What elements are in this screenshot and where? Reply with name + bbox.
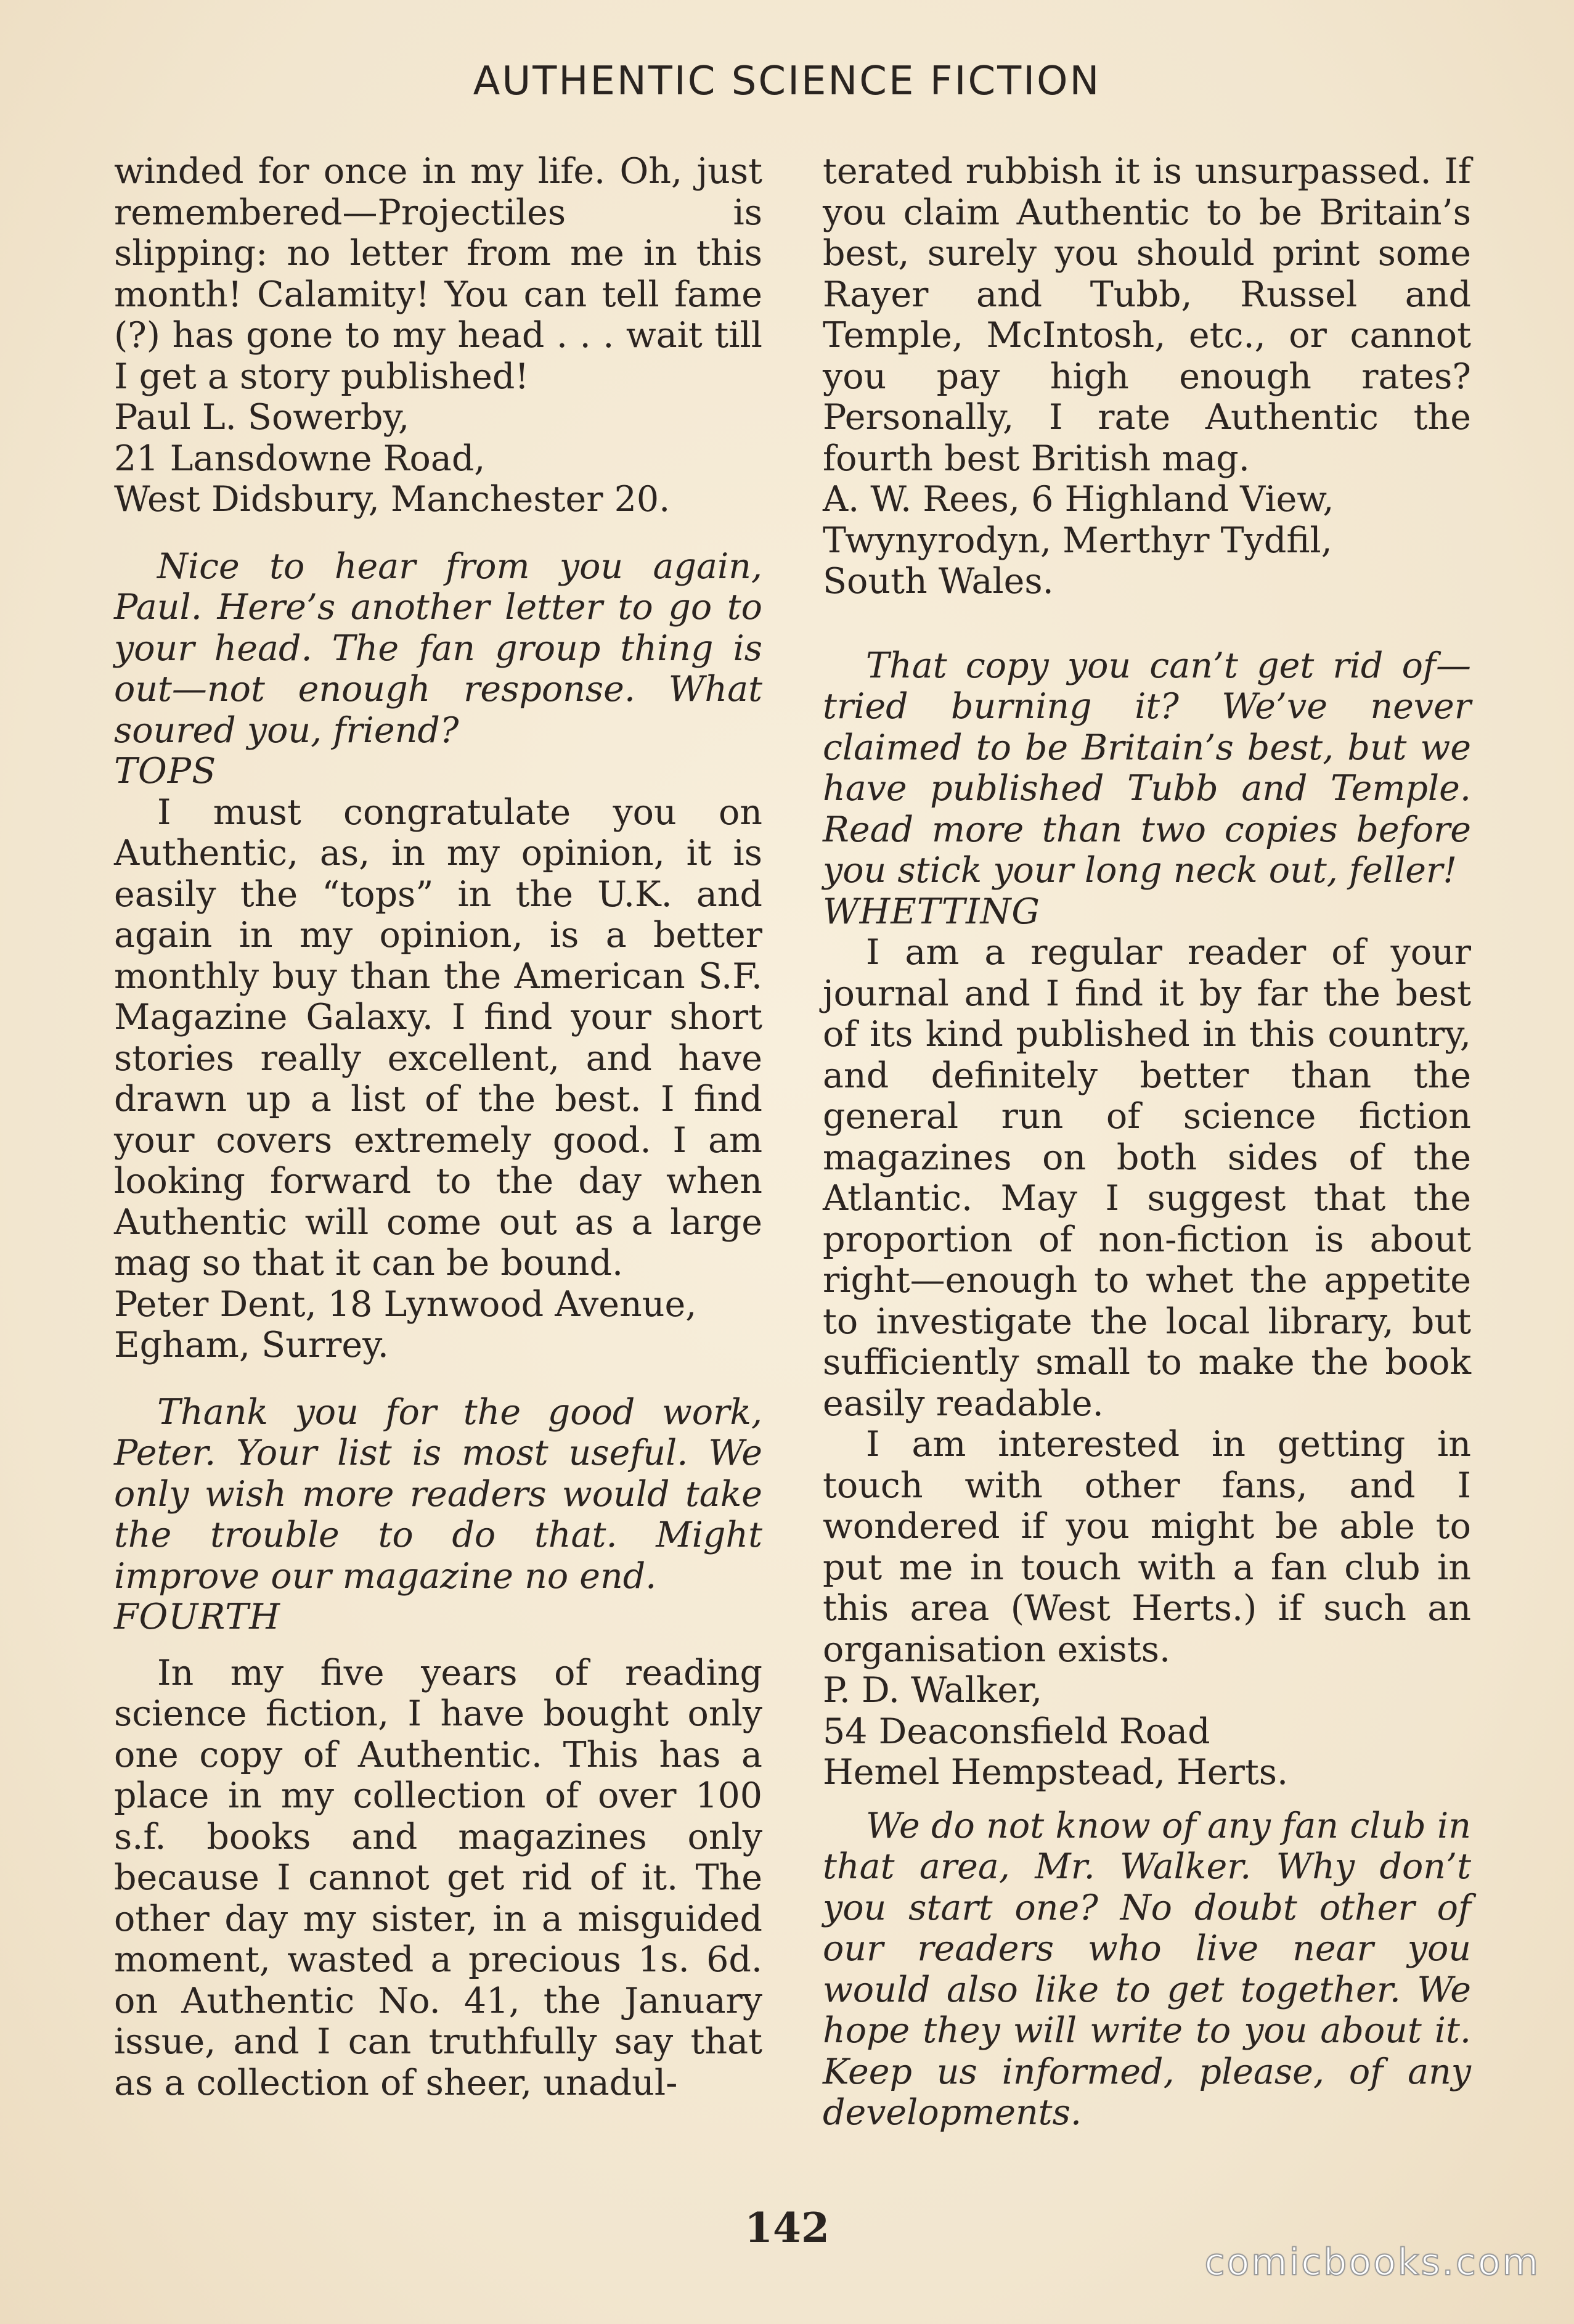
page-number: 142 — [744, 2204, 830, 2252]
editor-reply: We do not know of any fan club in that area, Mr. Walker. Why don’t you start one? No doubt other of our readers who live near you would also like to get together. We hope they will write to you about it. Keep us informed, please, of any developments. — [823, 1805, 1471, 2133]
signature-line: Hemel Hempstead, Herts. — [823, 1752, 1289, 1793]
letter-signature — [114, 1284, 762, 1366]
letter-signature — [114, 397, 762, 520]
signature-line: 21 Lansdowne Road, — [114, 438, 486, 479]
letter-body: winded for once in my life. Oh, just remembered—Projectiles is slipping: no letter from me in this month! Calamity! You can tell fame (?) has gone to my head . . . wait till I get a story published! — [114, 151, 762, 397]
editor-reply: Thank you for the good work, Peter. Your list is most useful. We only wish more readers would take the trouble to do that. Might improve our magazine no end. — [114, 1391, 762, 1597]
signature-line: Egham, Surrey. — [114, 1325, 389, 1365]
editor-reply: Nice to hear from you again, Paul. Here’s another letter to go to your head. The fan group thing is out—not enough response. What soured you, friend? — [114, 546, 762, 751]
letter-body: I am interested in getting in touch with other fans, and I wondered if you might be able to put me in touch with a fan club in this area (West Herts.) if such an organisation exists. — [823, 1424, 1471, 1670]
letter-body: I am a regular reader of your journal and I find it by far the best of its kind published in this country, and definitely better than the general run of science fiction magazines on both sides of the Atlantic. May I suggest that the proportion of non-fiction is about right—enough to whet the appetite to investigate the local library, but sufficiently small to make the book easily readable. — [823, 932, 1471, 1424]
watermark: comicbooks.com — [1204, 2241, 1540, 2284]
signature-line: Peter Dent, 18 Lynwood Avenue, — [114, 1283, 697, 1325]
letter-heading: TOPS — [114, 751, 217, 792]
signature-line: West Didsbury, Manchester 20. — [114, 479, 671, 520]
signature-line: A. W. Rees, 6 Highland View, — [823, 479, 1334, 520]
editor-reply: That copy you can’t get rid of—tried burning it? We’ve never claimed to be Britain’s best, but we have published Tubb and Temple. Read more than two copies before you stick your long neck out, feller! — [823, 645, 1471, 891]
letter-body: terated rubbish it is unsurpassed. If you claim Authentic to be Britain’s best, surely you should print some Rayer and Tubb, Russel and Temple, McIntosh, etc., or cannot you pay high enough rates? Personally, I rate Authentic the fourth best British mag. — [823, 151, 1471, 479]
right-column — [823, 151, 1471, 2134]
letter-fourth — [114, 1597, 762, 2103]
signature-line: South Wales. — [823, 561, 1054, 602]
letter-fourth-continued — [823, 151, 1471, 891]
letter-signature — [823, 1670, 1471, 1793]
left-column — [114, 151, 762, 2103]
letter-body: I must congratulate you on Authentic, as, in my opinion, it is easily the “tops” in the U.K. and again in my opinion, is a better monthly buy than the American S.F. Magazine Galaxy. I find your short stories really excellent, and have drawn up a list of the best. I find your covers extremely good. I am looking forward to the day when Authentic will come out as a large mag so that it can be bound. — [114, 792, 762, 1283]
signature-line: Twynyrodyn, Merthyr Tydfil, — [823, 520, 1332, 561]
letter-whetting — [823, 891, 1471, 2134]
signature-line: Paul L. Sowerby, — [114, 397, 410, 438]
letter-heading: FOURTH — [114, 1597, 280, 1637]
letter-continued — [114, 151, 762, 751]
letter-heading: WHETTING — [823, 891, 1040, 932]
letter-signature — [823, 479, 1471, 602]
signature-line: 54 Deaconsfield Road — [823, 1711, 1210, 1752]
signature-line: P. D. Walker, — [823, 1670, 1043, 1711]
letter-body: In my five years of reading science fiction, I have bought only one copy of Authentic. This has a place in my collection of over 100 s.f. books and magazines only because I cannot get rid of it. The other day my sister, in a misguided moment, wasted a precious 1s. 6d. on Authentic No. 41, the January issue, and I can truthfully say that as a collection of sheer, unadul- — [114, 1652, 762, 2103]
running-head: AUTHENTIC SCIENCE FICTION — [473, 59, 1101, 104]
letter-tops — [114, 751, 762, 1597]
